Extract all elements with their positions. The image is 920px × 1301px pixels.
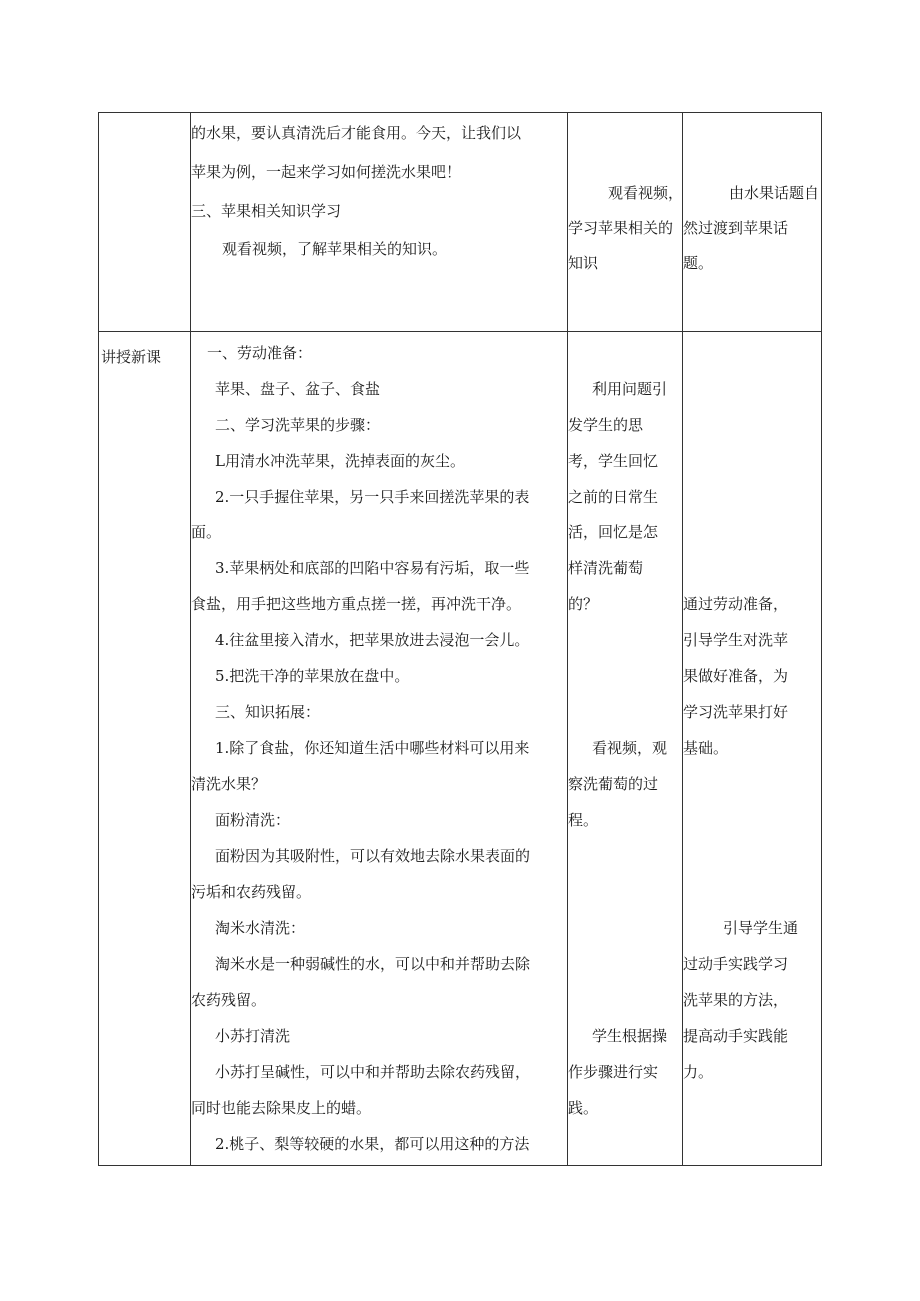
content-line: 面。	[191, 523, 222, 541]
content-line: 面粉因为其吸附性，可以有效地去除水果表面的	[215, 847, 531, 865]
intent-line: 学习洗苹果打好	[683, 703, 789, 721]
student-line: 观看视频，	[608, 184, 684, 202]
intent-line: 力。	[683, 1063, 714, 1081]
student-line: 的？	[568, 595, 599, 613]
intent-line: 基础。	[683, 739, 729, 757]
content-line: 同时也能去除果皮上的蜡。	[191, 1099, 372, 1117]
content-line: 面粉清洗：	[215, 811, 291, 829]
content-line: 淘米水是一种弱碱性的水，可以中和并帮助去除	[215, 955, 531, 973]
content-line: 三、知识拓展：	[215, 703, 321, 721]
student-line: 活，回忆是怎	[568, 523, 659, 541]
content-line: 一、劳动准备：	[207, 344, 313, 362]
student-line: 践。	[568, 1099, 599, 1117]
content-cell	[191, 332, 568, 1166]
content-line: 观看视频，了解苹果相关的知识。	[222, 240, 448, 258]
content-line: 的水果，要认真清洗后才能食用。今天，让我们以	[191, 124, 522, 142]
content-line: 苹果、盘子、盆子、食盐	[215, 380, 381, 398]
lesson-plan-table	[98, 112, 822, 1166]
content-line: 3.苹果柄处和底部的凹陷中容易有污垢，取一些	[215, 559, 530, 577]
intent-line: 过动手实践学习	[683, 955, 789, 973]
table-row	[99, 332, 822, 1166]
student-line: 察洗葡萄的过	[568, 775, 659, 793]
section-cell	[99, 113, 191, 332]
student-line: 作步骤进行实	[568, 1063, 659, 1081]
intent-line: 然过渡到苹果话	[683, 219, 789, 237]
student-line: 样清洗葡萄	[568, 559, 644, 577]
student-line: 考，学生回忆	[568, 452, 659, 470]
student-line: 发学生的思	[568, 416, 644, 434]
content-line: 农药残留。	[191, 991, 267, 1009]
content-line: L用清水冲洗苹果，洗掉表面的灰尘。	[215, 452, 465, 470]
content-line: 4.往盆里接入清水，把苹果放进去浸泡一会儿。	[215, 631, 530, 649]
intent-line: 洗苹果的方法，	[683, 991, 789, 1009]
student-line: 程。	[568, 811, 599, 829]
content-line: 二、学习洗苹果的步骤：	[215, 416, 381, 434]
design-intent-cell	[683, 332, 822, 1166]
intent-line: 提高动手实践能	[683, 1027, 789, 1045]
intent-line: 题。	[683, 254, 714, 272]
content-cell	[191, 113, 568, 332]
content-line: 1.除了食盐，你还知道生活中哪些材料可以用来	[215, 739, 530, 757]
section-label: 讲授新课	[101, 348, 162, 366]
content-line: 食盐，用手把这些地方重点搓一搓，再冲洗干净。	[191, 595, 522, 613]
content-line: 小苏打呈碱性，可以中和并帮助去除农药残留，	[215, 1063, 531, 1081]
content-line: 淘米水清洗：	[215, 919, 306, 937]
student-line: 学生根据操	[592, 1027, 668, 1045]
intent-line: 引导学生对洗苹	[683, 631, 789, 649]
intent-line: 引导学生通	[723, 919, 799, 937]
student-line: 之前的日常生	[568, 488, 659, 506]
student-line: 利用问题引	[592, 380, 668, 398]
content-line: 三、苹果相关知识学习	[191, 202, 342, 220]
content-line: 2.一只手握住苹果，另一只手来回搓洗苹果的表	[215, 488, 530, 506]
student-line: 看视频，观	[592, 739, 668, 757]
student-line: 学习苹果相关的	[568, 219, 674, 237]
design-intent-cell	[683, 113, 822, 332]
table-row	[99, 113, 822, 332]
content-line: 小苏打清洗	[215, 1027, 291, 1045]
content-line: 清洗水果？	[191, 775, 267, 793]
student-activity-cell	[568, 113, 683, 332]
content-line: 5.把洗干净的苹果放在盘中。	[215, 667, 410, 685]
student-activity-cell	[568, 332, 683, 1166]
content-line: 苹果为例，一起来学习如何搓洗水果吧！	[191, 163, 462, 181]
section-cell	[99, 332, 191, 1166]
content-line: 污垢和农药残留。	[191, 883, 312, 901]
intent-line: 由水果话题自	[729, 184, 820, 202]
intent-line: 果做好准备，为	[683, 667, 789, 685]
content-line: 2.桃子、梨等较硬的水果，都可以用这种的方法	[215, 1135, 530, 1153]
intent-line: 通过劳动准备，	[683, 595, 789, 613]
student-line: 知识	[568, 254, 599, 272]
